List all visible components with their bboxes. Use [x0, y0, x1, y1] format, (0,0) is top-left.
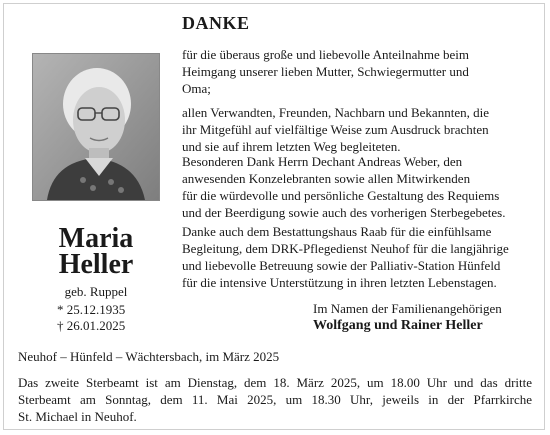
thanks-paragraph-1: für die überaus große und liebevolle Anteilnahme beim Heimgang unserer lieben Mutter, Schwiegermutter und Oma;	[182, 47, 469, 96]
services-line-3: St. Michael in Neuhof.	[18, 409, 137, 424]
birth-date: * 25.12.1935	[57, 302, 126, 317]
services-line-2: Sterbeamt am Sonntag, dem 11. Mai 2025, um 18.30 Uhr, jeweils in der Pfarrkirche	[18, 392, 532, 407]
place-and-date: Neuhof – Hünfeld – Wächtersbach, im März 2025	[18, 349, 280, 364]
first-name: Maria	[58, 223, 134, 254]
signature-intro: Im Namen der Familienangehörigen	[313, 301, 502, 316]
last-name: Heller	[58, 249, 134, 280]
thanks-paragraph-4: Danke auch dem Bestattungshaus Raab für die einfühlsame Begleitung, dem DRK-Pflegedienst Neuhof für die langjährige und liebevolle Betreuung sowie der Palliativ-Station Hünfeld für die intensive Unterstützung in ihren letzten Lebenstagen.	[182, 224, 509, 290]
death-date: † 26.01.2025	[57, 318, 126, 333]
portrait-photo	[32, 53, 160, 201]
thanks-paragraph-2: allen Verwandten, Freunden, Nachbarn und Bekannten, die ihr Mitgefühl auf vielfältige Weise zum Ausdruck brachten und sie auf ihrem letzten Weg begleiteten.	[182, 105, 489, 154]
thanks-paragraph-3: Besonderen Dank Herrn Dechant Andreas Weber, den anwesenden Konzelebranten sowie allen Mitwirkenden für die würdevolle und persönliche Gestaltung des Requiems und der Beerdigung sowie auch des vorherigen Sterbegebetes.	[182, 154, 506, 220]
notice-title: DANKE	[182, 13, 250, 33]
services-line-1: Das zweite Sterbeamt ist am Dienstag, dem 18. März 2025, um 18.00 Uhr und das dritte	[18, 375, 532, 390]
portrait-illustration	[33, 54, 159, 200]
maiden-name: geb. Ruppel	[64, 284, 128, 299]
signature-names: Wolfgang und Rainer Heller	[313, 318, 483, 333]
services-text	[18, 374, 532, 425]
